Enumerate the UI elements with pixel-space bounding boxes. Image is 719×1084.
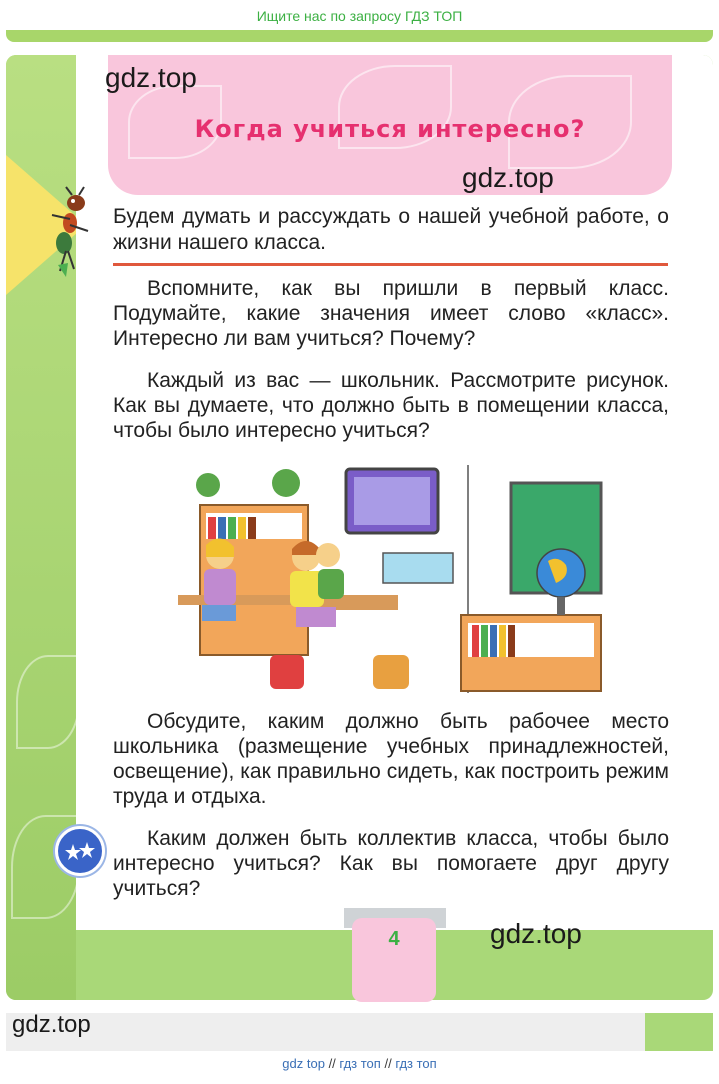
watermark: gdz.top [490,918,582,949]
footer-link[interactable]: гдз топ [339,1056,381,1071]
leaf-decor [16,655,80,749]
divider-line [113,263,668,266]
watermark: gdz.top [462,162,554,193]
top-banner[interactable]: Ищите нас по запросу ГДЗ ТОП [256,8,463,24]
footer-link[interactable]: гдз топ [395,1056,437,1071]
ant-mascot-icon [48,185,98,280]
top-strip [6,30,713,42]
page-number: 4 [388,928,400,950]
stars-icon [55,826,105,876]
page-title: Когда учиться интересно? [194,115,586,143]
intro-text: Будем думать и рассуждать о нашей учебной работе, о жизни нашего класса. [113,205,669,254]
footer-link[interactable]: gdz top [282,1056,325,1071]
footer-separator: // [384,1056,392,1071]
watermark: gdz.top [12,1011,91,1038]
next-page-strip-green [645,1013,713,1051]
classroom-illustration [178,465,603,693]
footer-separator: // [328,1056,336,1071]
paragraph-4: Каким должен быть коллектив класса, чтобы было интересно учиться? Как вы помогаете друг другу учиться? [113,827,669,900]
watermark: gdz.top [105,62,197,93]
paragraph-3: Обсудите, каким должно быть рабочее место школьника (размещение учебных принадлежностей, освещение), как правильно сидеть, как построить режим труда и отдыха. [113,710,669,808]
next-page-strip [6,1013,713,1051]
footer-links [0,1056,719,1071]
paragraph-2: Каждый из вас — школьник. Рассмотрите рисунок. Как вы думаете, что должно быть в помещении класса, чтобы было интересно учиться? [113,369,669,442]
paragraph-1: Вспомните, как вы пришли в первый класс. Подумайте, какие значения имеет слово «класс». Интересно ли вам учиться? Почему? [113,277,669,350]
